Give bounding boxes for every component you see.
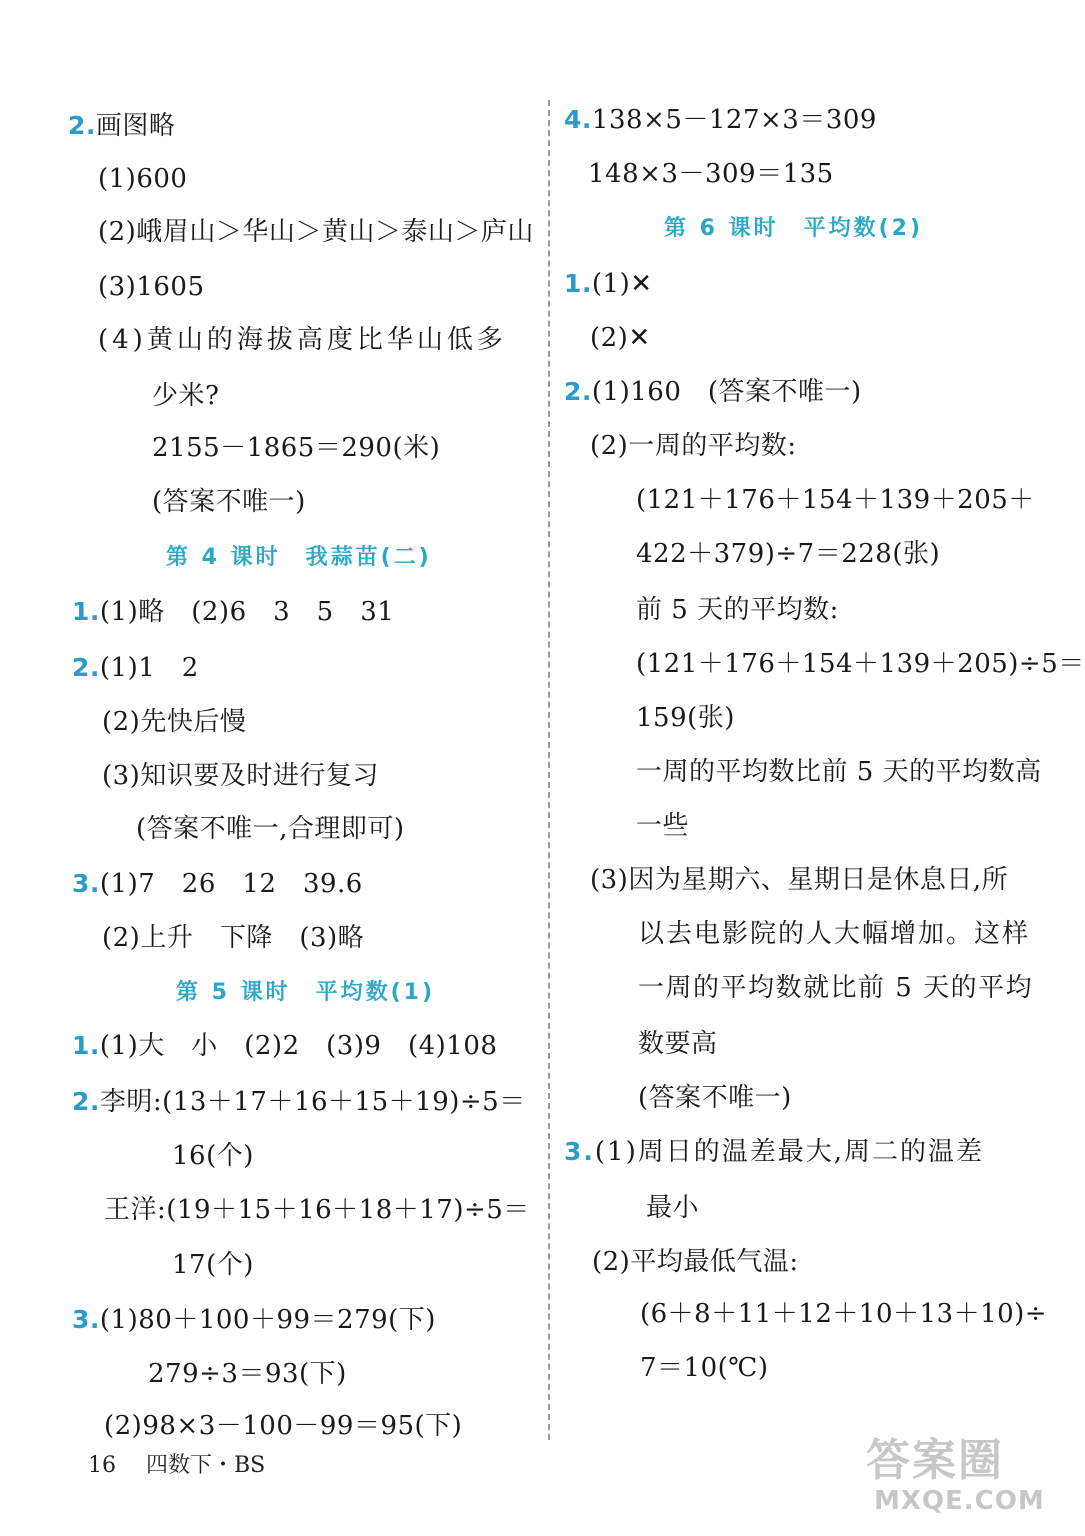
l6-q2-2f: 一周的平均数比前 5 天的平均数高 — [636, 757, 1042, 787]
left-q2-3: (3)1605 — [98, 272, 205, 302]
l6-q2-2: (2)一周的平均数: — [590, 431, 797, 461]
left-q2-1: (1)600 — [98, 164, 188, 194]
l5-q2-b: 16(个) — [172, 1141, 254, 1171]
left-q2-4d: (答案不唯一) — [152, 487, 306, 517]
page-number: 16 — [88, 1453, 116, 1478]
r-q4: 4.138×5－127×3＝309 — [564, 105, 877, 135]
lesson4-title: 第 4 课时 我蒜苗(二) — [166, 545, 432, 570]
l6-q2-2e: 159(张) — [636, 703, 735, 733]
l4-q2-2: (2)先快后慢 — [102, 707, 247, 737]
l6-q2-3b: 以去电影院的人大幅增加。这样 — [638, 919, 1031, 949]
l6-q2-2a: (121＋176＋154＋139＋205＋ — [636, 485, 1035, 515]
l6-q3-2: (2)平均最低气温: — [592, 1247, 799, 1277]
l5-q3: 3.(1)80＋100＋99＝279(下) — [72, 1305, 436, 1335]
l6-q3-2a: (6＋8＋11＋12＋10＋13＋10)÷ — [640, 1299, 1048, 1329]
lesson6-title: 第 6 课时 平均数(2) — [664, 216, 924, 241]
column-divider — [548, 100, 550, 1440]
l6-q2-2g: 一些 — [636, 811, 690, 841]
left-q2-4a: (4)黄山的海拔高度比华山低多 — [98, 325, 507, 355]
r-q4-b: 148×3－309＝135 — [588, 159, 834, 189]
l5-q2-c: 王洋:(19＋15＋16＋18＋17)÷5＝ — [104, 1195, 530, 1225]
l5-q2: 2.李明:(13＋17＋16＋15＋19)÷5＝ — [72, 1087, 526, 1117]
watermark-main: 答案圈 — [866, 1435, 1004, 1486]
l4-q2-3: (3)知识要及时进行复习 — [102, 761, 379, 791]
l5-q3-b: 279÷3＝93(下) — [148, 1359, 347, 1389]
l6-q3: 3.(1)周日的温差最大,周二的温差 — [564, 1137, 985, 1167]
l4-q1: 1.(1)略 (2)6 3 5 31 — [72, 597, 395, 627]
l6-q2-3c: 一周的平均数就比前 5 天的平均 — [638, 973, 1034, 1003]
book-code: 四数下・BS — [146, 1453, 266, 1478]
watermark-logo — [860, 1420, 1045, 1530]
left-q2-heading: 2.画图略 — [68, 111, 176, 141]
l6-q2-2b: 422＋379)÷7＝228(张) — [636, 539, 941, 569]
l6-q3-b: 最小 — [646, 1193, 700, 1223]
l5-q1: 1.(1)大 小 (2)2 (3)9 (4)108 — [72, 1031, 498, 1061]
l6-q2-3e: (答案不唯一) — [638, 1083, 792, 1113]
l6-q2: 2.(1)160 (答案不唯一) — [564, 377, 862, 407]
l4-q2: 2.(1)1 2 — [72, 653, 199, 683]
l6-q2-3d: 数要高 — [638, 1029, 718, 1059]
lesson5-title: 第 5 课时 平均数(1) — [176, 980, 436, 1005]
l6-q2-2d: (121＋176＋154＋139＋205)÷5＝ — [636, 649, 1085, 679]
l6-q1: 1.(1)✕ — [564, 269, 653, 299]
l5-q2-d: 17(个) — [172, 1250, 254, 1280]
left-q2-4b: 少米? — [152, 381, 220, 411]
l6-q2-3a: (3)因为星期六、星期日是休息日,所 — [590, 865, 1009, 895]
l6-q1-2: (2)✕ — [590, 323, 651, 353]
l4-q3: 3.(1)7 26 12 39.6 — [72, 869, 363, 899]
l4-q2-note: (答案不唯一,合理即可) — [136, 814, 405, 844]
watermark-url: MXQE.COM — [874, 1486, 1045, 1516]
left-q2-2: (2)峨眉山＞华山＞黄山＞泰山＞庐山 — [98, 217, 534, 247]
l4-q3-2: (2)上升 下降 (3)略 — [102, 923, 365, 953]
l5-q3-c: (2)98×3－100－99＝95(下) — [104, 1411, 463, 1441]
left-q2-4c: 2155－1865＝290(米) — [152, 433, 441, 463]
l6-q3-2b: 7＝10(℃) — [640, 1353, 769, 1383]
l6-q2-2c: 前 5 天的平均数: — [636, 595, 839, 625]
